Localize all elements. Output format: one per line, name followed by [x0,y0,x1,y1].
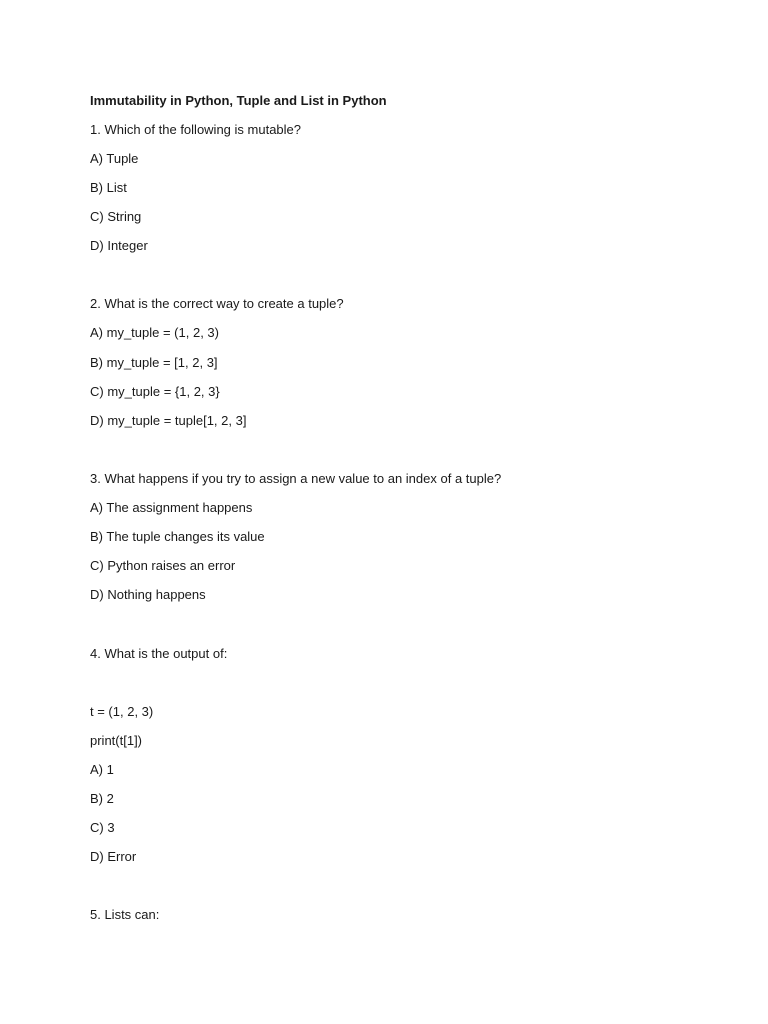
q3-option-d: D) Nothing happens [90,587,206,602]
q1-option-d: D) Integer [90,238,148,253]
q1-option-a: A) Tuple [90,151,139,166]
question-1: 1. Which of the following is mutable? [90,122,301,137]
question-2: 2. What is the correct way to create a tuple? [90,296,344,311]
q4-code-line-1: t = (1, 2, 3) [90,704,154,719]
q2-option-c: C) my_tuple = {1, 2, 3} [90,384,220,399]
q2-option-b: B) my_tuple = [1, 2, 3] [90,355,218,370]
q3-option-b: B) The tuple changes its value [90,529,265,544]
q4-option-a: A) 1 [90,762,114,777]
q2-option-a: A) my_tuple = (1, 2, 3) [90,325,219,340]
q4-option-b: B) 2 [90,791,114,806]
question-3: 3. What happens if you try to assign a new value to an index of a tuple? [90,471,502,486]
q2-option-d: D) my_tuple = tuple[1, 2, 3] [90,413,247,428]
q1-option-b: B) List [90,180,127,195]
document-title: Immutability in Python, Tuple and List in Python [90,93,387,108]
q3-option-c: C) Python raises an error [90,558,236,573]
q1-option-c: C) String [90,209,142,224]
q4-option-d: D) Error [90,849,137,864]
q3-option-a: A) The assignment happens [90,500,253,515]
question-5: 5. Lists can: [90,907,160,922]
question-4: 4. What is the output of: [90,646,228,661]
q4-option-c: C) 3 [90,820,115,835]
q4-code-line-2: print(t[1]) [90,733,143,748]
